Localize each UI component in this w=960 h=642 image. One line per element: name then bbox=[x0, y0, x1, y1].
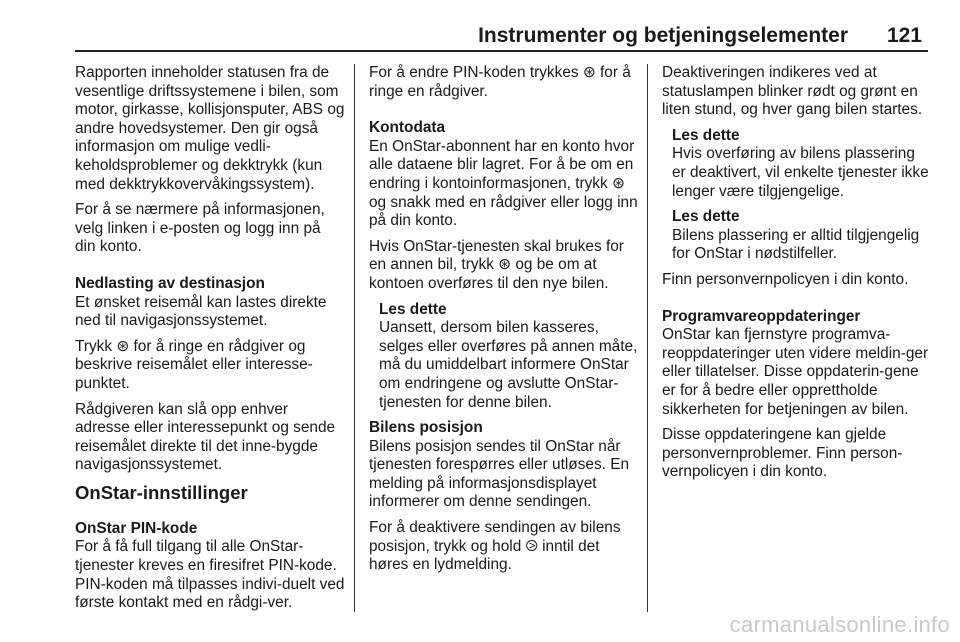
paragraph: Rapporten inneholder statusen fra de vesentlige driftssystemene i bilen, som motor, girkasse, kollisjonsputer, ABS og andre hovedsystemer. Den gir også informasjon om mulige vedli-keholdsproblemer og dekktrykk (kun med dekktrykkovervåkingssystem). bbox=[75, 64, 345, 193]
paragraph: Disse oppdateringene kan gjelde personvernproblemer. Finn person-vernpolicyen i din konto. bbox=[662, 426, 903, 481]
subheading-programvare: Programvareoppdateringer bbox=[662, 307, 861, 325]
column-divider-1 bbox=[354, 64, 355, 612]
paragraph: Deaktiveringen indikeres ved at statuslampen blinker rødt og grønt en liten stund, og hver gang bilen startes. bbox=[662, 64, 923, 119]
paragraph: For å få full tilgang til alle OnStar-tjenester kreves en firesifret PIN-kode. PIN-koden må tilpasses indivi-duelt ved første kontakt med en rådgi-ver. bbox=[75, 538, 345, 612]
paragraph: Hvis OnStar-tjenesten skal brukes for en annen bil, trykk ⊛ og be om at kontoen overføres til den nye bilen. bbox=[369, 237, 624, 292]
paragraph: Bilens posisjon sendes til OnStar når tjenesten forespørres eller utløses. En melding på informasjonsdisplayet informerer om denne sendingen. bbox=[369, 437, 630, 511]
column-divider-2 bbox=[647, 64, 648, 612]
paragraph: For å deaktivere sendingen av bilens posisjon, trykk og hold ⧁ inntil det høres en lydmelding. bbox=[369, 519, 621, 574]
note-box bbox=[379, 301, 639, 413]
subheading-posisjon: Bilens posisjon bbox=[369, 419, 483, 437]
note-label: Les dette bbox=[672, 208, 740, 226]
note-label: Les dette bbox=[379, 300, 447, 318]
note-label: Les dette bbox=[672, 126, 740, 144]
section-heading: OnStar-innstillinger bbox=[75, 481, 248, 503]
subheading-kontodata: Kontodata bbox=[369, 119, 446, 137]
paragraph: OnStar kan fjernstyre programva-reoppdateringer uten videre meldin-ger eller tillatelser. Disse oppdaterin-gene er for å bedre eller opprettholde sikkerheten for betjeningen av bilen. bbox=[662, 326, 929, 418]
paragraph: Et ønsket reisemål kan lastes direkte ned til navigasjonssystemet. bbox=[75, 293, 327, 330]
note-box bbox=[672, 127, 930, 201]
column-1 bbox=[75, 64, 345, 620]
page-number: 121 bbox=[886, 24, 922, 47]
subheading-destinasjon: Nedlasting av destinasjon bbox=[75, 274, 265, 292]
column-3 bbox=[662, 64, 930, 489]
paragraph: Rådgiveren kan slå opp enhver adresse eller interessepunkt og sende reisemålet direkte til det inne-bygde navigasjonssystemet. bbox=[75, 400, 336, 474]
note-text: Hvis overføring av bilens plassering er deaktivert, vil enkelte tjenester ikke lenger være tilgjengelige. bbox=[672, 145, 929, 200]
note-text: Bilens plassering er alltid tilgjengelig for OnStar i nødstilfeller. bbox=[672, 226, 920, 263]
page-title: Instrumenter og betjeningselementer bbox=[478, 24, 848, 47]
paragraph: En OnStar-abonnent har en konto hvor alle dataene blir lagret. For å be om en endring i kontoinformasjonen, trykk ⊛ og snakk med en rådgiver eller logg inn på din konto. bbox=[369, 137, 638, 230]
paragraph: Finn personvernpolicyen i din konto. bbox=[662, 270, 909, 288]
page-header bbox=[75, 22, 928, 46]
watermark: carmanualsonline.info bbox=[729, 612, 950, 637]
column-2 bbox=[369, 64, 639, 582]
paragraph: Trykk ⊛ for å ringe en rådgiver og beskrive reisemålet eller interesse-punktet. bbox=[75, 337, 313, 392]
note-text: Uansett, dersom bilen kasseres, selges eller overføres på annen måte, må du umiddelbart informere OnStar om endringene og avslutte OnStar-tjenesten for denne bilen. bbox=[379, 319, 638, 411]
paragraph: For å endre PIN-koden trykkes ⊛ for å ringe en rådgiver. bbox=[369, 64, 631, 100]
paragraph: For å se nærmere på informasjonen, velg linken i e-posten og logg inn på din konto. bbox=[75, 201, 325, 256]
subheading-pin: OnStar PIN-kode bbox=[75, 519, 198, 537]
note-box bbox=[672, 208, 930, 264]
header-divider bbox=[75, 50, 928, 52]
